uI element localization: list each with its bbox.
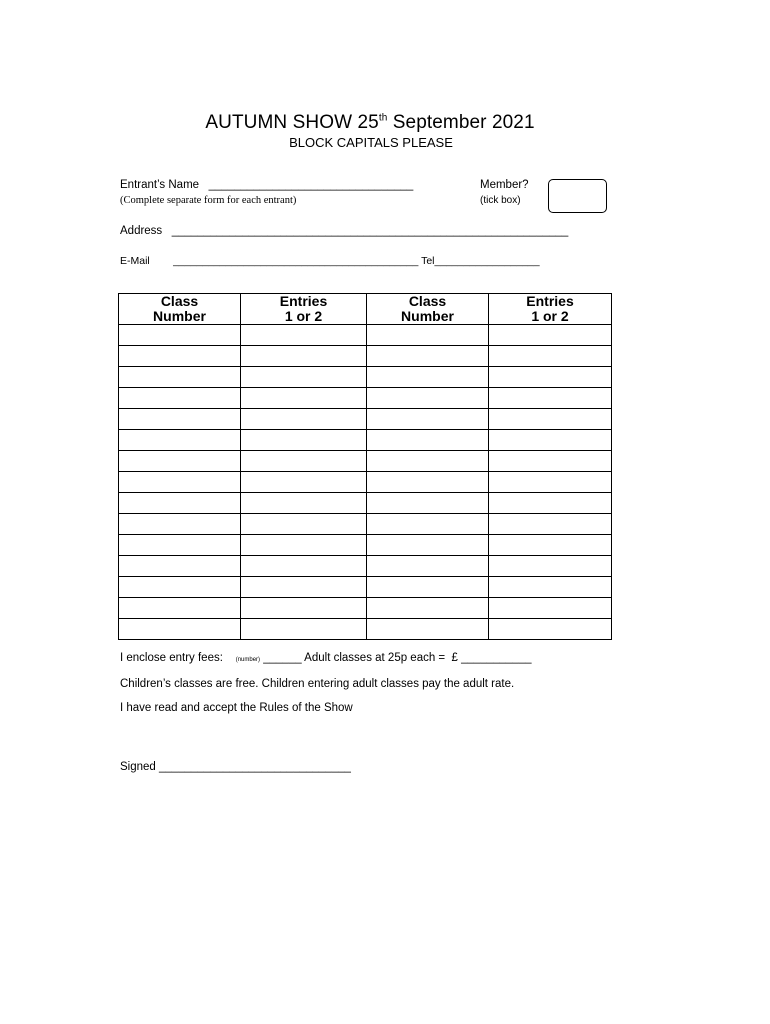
member-label: Member? [480, 179, 529, 191]
table-header-row [119, 294, 612, 325]
table-cell[interactable] [367, 472, 489, 493]
table-cell[interactable] [119, 472, 241, 493]
table-row [119, 535, 612, 556]
table-cell[interactable] [119, 430, 241, 451]
table-row [119, 430, 612, 451]
table-cell[interactable] [241, 598, 367, 619]
signed-field[interactable]: Signed ______________________________ [120, 761, 351, 773]
title-date-rest: September 2021 [387, 112, 535, 133]
table-cell[interactable] [489, 409, 612, 430]
table-cell[interactable] [119, 493, 241, 514]
table-cell[interactable] [367, 409, 489, 430]
table-cell[interactable] [119, 535, 241, 556]
table-cell[interactable] [119, 325, 241, 346]
fees-rest: ______ Adult classes at 25p each = £ ___________ [263, 652, 532, 664]
table-cell[interactable] [241, 619, 367, 640]
table-cell[interactable] [367, 598, 489, 619]
table-cell[interactable] [241, 346, 367, 367]
header-entries-2: Entries 1 or 2 [489, 294, 612, 325]
fees-label: I enclose entry fees: [120, 652, 223, 664]
header-class-number-2: Class Number [367, 294, 489, 325]
table-cell[interactable] [241, 472, 367, 493]
table-cell[interactable] [119, 367, 241, 388]
table-row [119, 472, 612, 493]
table-cell[interactable] [367, 346, 489, 367]
header-class-number: Class Number [119, 294, 241, 325]
table-cell[interactable] [489, 493, 612, 514]
table-cell[interactable] [241, 430, 367, 451]
table-cell[interactable] [489, 430, 612, 451]
table-cell[interactable] [489, 388, 612, 409]
email-tel-field[interactable]: E-Mail __________________________________________ Tel__________________ [120, 255, 540, 267]
table-row [119, 346, 612, 367]
table-cell[interactable] [489, 556, 612, 577]
page-title [0, 112, 740, 134]
table-row [119, 619, 612, 640]
table-cell[interactable] [489, 598, 612, 619]
table-row [119, 577, 612, 598]
table-cell[interactable] [367, 493, 489, 514]
table-cell[interactable] [489, 514, 612, 535]
table-cell[interactable] [367, 451, 489, 472]
table-cell[interactable] [119, 409, 241, 430]
entrant-name-field[interactable]: Entrant’s Name ________________________________ [120, 179, 414, 191]
table-row [119, 493, 612, 514]
table-cell[interactable] [367, 388, 489, 409]
table-cell[interactable] [241, 325, 367, 346]
member-tick-box[interactable] [548, 179, 607, 213]
table-cell[interactable] [119, 388, 241, 409]
member-note: (tick box) [480, 195, 521, 206]
children-note: Children’s classes are free. Children entering adult classes pay the adult rate. [120, 678, 515, 690]
table-cell[interactable] [241, 556, 367, 577]
table-row [119, 514, 612, 535]
table-cell[interactable] [367, 325, 489, 346]
table-cell[interactable] [241, 367, 367, 388]
table-cell[interactable] [241, 493, 367, 514]
table-cell[interactable] [119, 346, 241, 367]
table-row [119, 388, 612, 409]
table-cell[interactable] [489, 451, 612, 472]
table-cell[interactable] [367, 514, 489, 535]
table-cell[interactable] [241, 577, 367, 598]
table-cell[interactable] [119, 577, 241, 598]
table-cell[interactable] [241, 388, 367, 409]
table-row [119, 598, 612, 619]
table-cell[interactable] [489, 619, 612, 640]
table-cell[interactable] [119, 451, 241, 472]
table-cell[interactable] [489, 577, 612, 598]
table-cell[interactable] [241, 535, 367, 556]
table-row [119, 367, 612, 388]
table-cell[interactable] [489, 325, 612, 346]
title-superscript: th [378, 112, 388, 124]
table-row [119, 409, 612, 430]
table-cell[interactable] [367, 556, 489, 577]
rules-note: I have read and accept the Rules of the Show [120, 702, 353, 714]
table-row [119, 451, 612, 472]
address-field[interactable]: Address ______________________________________________________________ [120, 225, 569, 237]
table-cell[interactable] [241, 409, 367, 430]
table-cell[interactable] [367, 577, 489, 598]
block-capitals-note: BLOCK CAPITALS PLEASE [289, 135, 453, 150]
table-cell[interactable] [119, 556, 241, 577]
entries-table [118, 293, 612, 640]
fees-number-hint: (number) [235, 657, 261, 663]
table-cell[interactable] [367, 367, 489, 388]
table-cell[interactable] [367, 430, 489, 451]
table-cell[interactable] [489, 535, 612, 556]
table-cell[interactable] [119, 598, 241, 619]
table-cell[interactable] [489, 367, 612, 388]
table-cell[interactable] [489, 346, 612, 367]
table-row [119, 556, 612, 577]
table-cell[interactable] [241, 514, 367, 535]
table-cell[interactable] [241, 451, 367, 472]
title-main: AUTUMN SHOW 25 [205, 112, 379, 133]
table-cell[interactable] [367, 535, 489, 556]
table-cell[interactable] [367, 619, 489, 640]
table-cell[interactable] [119, 619, 241, 640]
header-entries: Entries 1 or 2 [241, 294, 367, 325]
table-cell[interactable] [119, 514, 241, 535]
fees-line[interactable] [120, 652, 531, 664]
entrant-note: (Complete separate form for each entrant) [120, 195, 297, 206]
table-row [119, 325, 612, 346]
table-cell[interactable] [489, 472, 612, 493]
